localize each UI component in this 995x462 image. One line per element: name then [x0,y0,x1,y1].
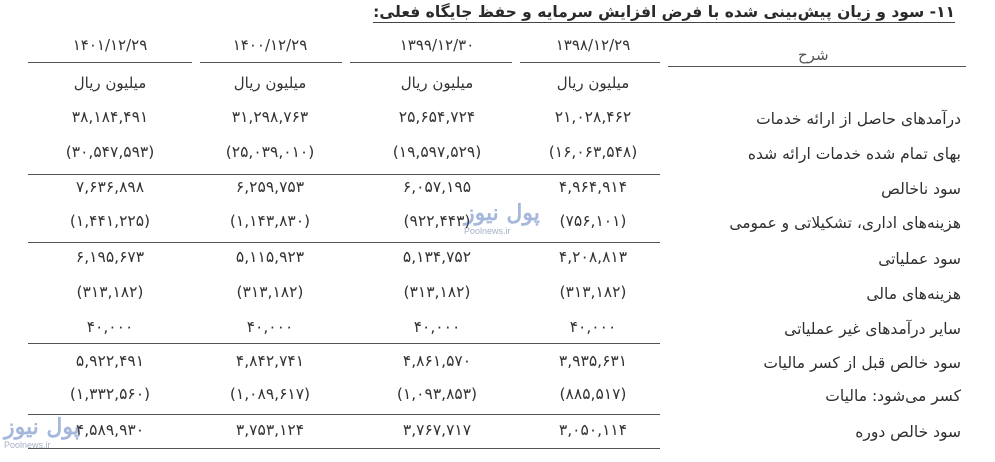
column-unit-1398: میلیون ریال [556,74,630,92]
header-rule [200,62,342,63]
value-cell: (۱,۰۹۳,۸۵۳) [396,385,478,403]
value-cell: ۵,۱۳۴,۷۵۲ [402,248,472,266]
column-unit-1401: میلیون ریال [73,74,147,92]
value-cell: ۳,۰۵۰,۱۱۴ [558,421,628,439]
value-cell: ۵,۱۱۵,۹۲۳ [235,248,305,266]
subtotal-rule [28,174,660,175]
column-date-1399: ۱۳۹۹/۱۲/۳۰ [399,36,475,54]
value-cell: ۳,۷۶۷,۷۱۷ [402,421,472,439]
value-cell: (۹۲۲,۴۴۳) [403,212,471,230]
value-cell: (۳۱۳,۱۸۲) [236,283,304,301]
row-label: سود ناخالص [881,180,961,198]
row-label: سایر درآمدهای غیر عملیاتی [784,320,961,338]
row-label: کسر می‌شود: مالیات [825,387,961,405]
value-cell: (۳۰,۵۴۷,۵۹۳) [65,143,155,161]
header-rule [520,62,660,63]
header-rule [350,62,512,63]
poolnews-watermark: پول نیوز Poolnews.ir [4,414,80,450]
value-cell: (۷۵۶,۱۰۱) [559,212,627,230]
value-cell: ۴۰,۰۰۰ [413,318,461,336]
value-cell: ۴۰,۰۰۰ [86,318,134,336]
value-cell: ۷,۶۳۶,۸۹۸ [75,178,145,196]
value-cell: (۱,۴۴۱,۲۲۵) [69,212,151,230]
value-cell: ۴,۵۸۹,۹۳۰ [75,421,145,439]
row-label: سود خالص قبل از کسر مالیات [763,354,961,372]
row-label: درآمدهای حاصل از ارائه خدمات [756,110,961,128]
row-label: سود خالص دوره [855,423,961,441]
value-cell: (۱,۳۳۲,۵۶۰) [69,385,151,403]
column-date-1400: ۱۴۰۰/۱۲/۲۹ [232,36,308,54]
value-cell: ۶,۰۵۷,۱۹۵ [402,178,472,196]
total-rule [28,448,660,449]
column-unit-1399: میلیون ریال [400,74,474,92]
value-cell: ۴,۸۴۲,۷۴۱ [235,352,305,370]
row-label: سود عملیاتی [878,250,961,268]
description-column-header: شرح [798,46,829,64]
value-cell: (۱,۱۴۳,۸۳۰) [229,212,311,230]
value-cell: (۱,۰۸۹,۶۱۷) [229,385,311,403]
value-cell: ۶,۲۵۹,۷۵۳ [235,178,305,196]
value-cell: (۳۱۳,۱۸۲) [559,283,627,301]
section-title: ۱۱- سود و زیان پیش‌بینی شده با فرض افزایش سرمایه و حفظ جایگاه فعلی: [373,3,955,21]
row-label: هزینه‌های اداری، تشکیلاتی و عمومی [729,214,961,232]
value-cell: ۲۱,۰۲۸,۴۶۲ [554,108,632,126]
column-unit-1400: میلیون ریال [233,74,307,92]
value-cell: (۳۱۳,۱۸۲) [76,283,144,301]
header-rule [668,66,966,67]
row-label: هزینه‌های مالی [866,285,961,303]
value-cell: ۳,۷۵۳,۱۲۴ [235,421,305,439]
subtotal-rule [28,414,660,415]
value-cell: (۱۶,۰۶۳,۵۴۸) [548,143,638,161]
value-cell: ۳۸,۱۸۴,۴۹۱ [71,108,149,126]
value-cell: ۴,۸۶۱,۵۷۰ [402,352,472,370]
header-rule [28,62,192,63]
value-cell: (۱۹,۵۹۷,۵۲۹) [392,143,482,161]
subtotal-rule [28,242,660,243]
value-cell: (۸۸۵,۵۱۷) [559,385,627,403]
subtotal-rule [28,343,660,344]
column-date-1401: ۱۴۰۱/۱۲/۲۹ [72,36,148,54]
value-cell: ۴,۹۶۴,۹۱۴ [558,178,628,196]
value-cell: (۳۱۳,۱۸۲) [403,283,471,301]
value-cell: ۶,۱۹۵,۶۷۳ [75,248,145,266]
poolnews-watermark: پول نیوز Poolnews.ir [464,200,540,236]
column-date-1398: ۱۳۹۸/۱۲/۲۹ [555,36,631,54]
value-cell: ۴۰,۰۰۰ [246,318,294,336]
value-cell: ۵,۹۲۲,۴۹۱ [75,352,145,370]
value-cell: ۳۱,۲۹۸,۷۶۳ [231,108,309,126]
value-cell: (۲۵,۰۳۹,۰۱۰) [225,143,315,161]
row-label: بهای تمام شده خدمات ارائه شده [747,145,961,163]
value-cell: ۴۰,۰۰۰ [569,318,617,336]
value-cell: ۳,۹۳۵,۶۳۱ [558,352,628,370]
value-cell: ۴,۲۰۸,۸۱۳ [558,248,628,266]
value-cell: ۲۵,۶۵۴,۷۲۴ [398,108,476,126]
